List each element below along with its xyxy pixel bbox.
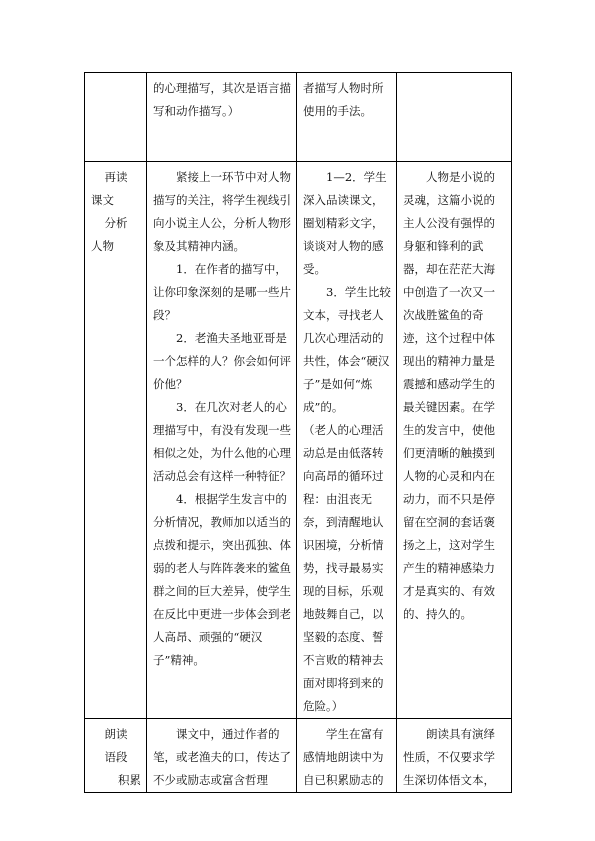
text-paragraph: 紧接上一环节中对人物描写的关注，将学生视线引向小说主人公，分析人物形象及其精神内涵。 [153, 170, 291, 253]
design-intent-cell [397, 73, 512, 162]
table-row [85, 73, 512, 162]
text-paragraph: 者描写人物时所使用的手法。 [303, 81, 384, 118]
text-paragraph: 朗读具有演绎性质，不仅要求学生深切体悟文本， [403, 727, 495, 787]
student-activity-cell [297, 162, 397, 719]
row-label-line: 再读 [104, 170, 128, 184]
text-paragraph: 课文中，通过作者的笔，或老渔夫的口，传达了不少或励志或富含哲理 [153, 727, 291, 787]
row-label-line: 课文 [91, 193, 114, 207]
text-paragraph: 4．根据学生发言中的分析情况，教师加以适当的点拨和提示，突出孤独、体弱的老人与阵阵袭来的鲨鱼群之间的巨大差异，使学生在反比中更进一步体会到老人高昂、顽强的“硬汉子”精神。 [153, 492, 291, 667]
lesson-plan-table [84, 72, 512, 793]
text-paragraph: 2．老渔夫圣地亚哥是一个怎样的人？你会如何评价他？ [153, 331, 291, 391]
row-label-cell [85, 162, 147, 719]
student-activity-cell [297, 719, 397, 793]
table-row [85, 719, 512, 793]
design-intent-cell [397, 719, 512, 793]
design-intent-cell [397, 162, 512, 719]
table-row [85, 162, 512, 719]
row-label-line: 朗读 [104, 727, 128, 741]
text-paragraph: （老人的心理活动总是由低落转向高昂的循环过程：由沮丧无奈，到清醒地认识困境，分析情势，找寻最易实现的目标，乐观地鼓舞自己，以坚毅的态度、誓不言败的精神去面对即将到来的危险。） [303, 423, 384, 713]
row-label-line: 人物 [91, 239, 114, 253]
student-activity-cell [297, 73, 397, 162]
row-label-cell [85, 73, 147, 162]
row-label-line: 语段 [104, 750, 128, 764]
row-label-line: 分析 [104, 216, 128, 230]
teacher-activity-cell [147, 719, 297, 793]
row-label-line: 积累 [118, 773, 141, 787]
teacher-activity-cell [147, 162, 297, 719]
text-paragraph: 学生在富有感情地朗读中为自已积累励志的 [303, 727, 384, 787]
text-paragraph: 3．在几次对老人的心理描写中，有没有发现一些相似之处，为什么他的心理活动总会有这样一种特征？ [153, 400, 291, 483]
text-paragraph: 人物是小说的灵魂，这篇小说的主人公没有强悍的身躯和锋利的武器，却在茫茫大海中创造了一次又一次战胜鲨鱼的奇迹，这个过程中体现出的精神力量是震撼和感动学生的最关键因素。在学生的发言中，使他们更清晰的触摸到人物的心灵和内在动力，而不只是停留在空洞的套话褒扬之上，这对学生产生的精神感染力才是真实的、有效的、持久的。 [403, 170, 495, 621]
teacher-activity-cell [147, 73, 297, 162]
row-label-cell [85, 719, 147, 793]
text-paragraph: 1．在作者的描写中，让你印象深刻的是哪一些片段？ [153, 262, 291, 322]
text-paragraph: 的心理描写，其次是语言描写和动作描写。） [153, 81, 291, 118]
text-paragraph: 3．学生比较文本，寻找老人几次心理活动的共性，体会“硬汉子”是如何“炼成”的。 [303, 285, 391, 414]
text-paragraph: 1—2．学生深入品读课文，圈划精彩文字，谈谈对人物的感受。 [303, 170, 387, 276]
